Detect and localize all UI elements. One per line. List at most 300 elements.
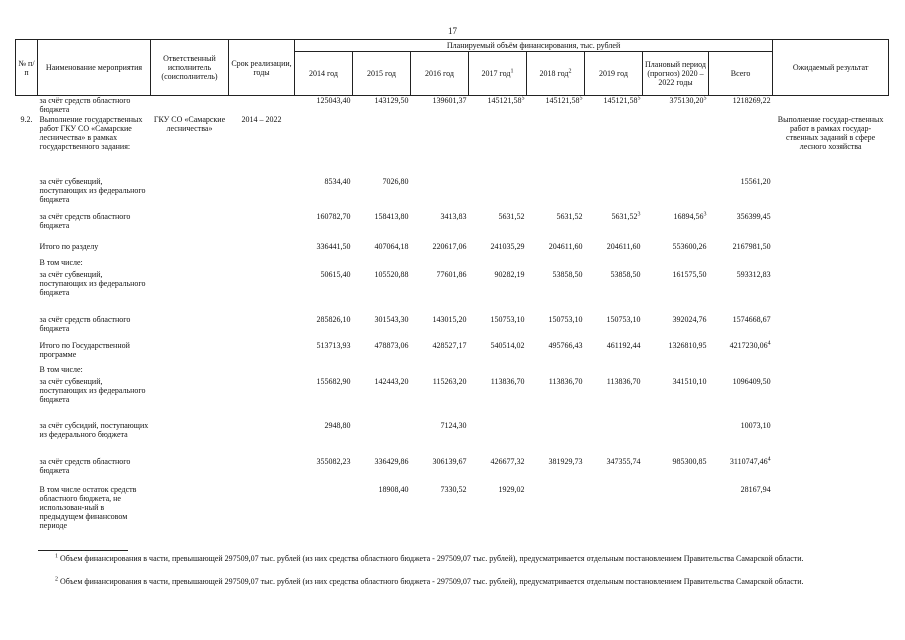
- col-period-header-label: Плановый период (прогноз) 2020 – 2022 годы: [645, 60, 706, 87]
- row-value-text: 306139,67: [432, 456, 467, 466]
- row-value: [353, 258, 411, 270]
- row-value: [411, 177, 469, 212]
- col-term-header: Срок реализации, годы: [229, 40, 295, 96]
- row-value-text: 8534,40: [324, 176, 351, 186]
- row-value: [709, 115, 773, 177]
- row-value: [585, 212, 643, 242]
- row-name-text: за счёт средств областного бюджета: [39, 314, 131, 333]
- row-value-text: 985300,85: [672, 456, 707, 466]
- row-value-text: 4217230,06: [729, 340, 768, 350]
- col-period-header: [643, 52, 709, 96]
- row-value-text: 150753,10: [548, 314, 583, 324]
- row-value-text: 125043,40: [316, 96, 351, 105]
- row-number: [16, 341, 38, 365]
- row-result: [773, 96, 889, 115]
- row-value: [527, 270, 585, 315]
- row-name-text: Итого по Государственной программе: [39, 340, 130, 359]
- row-responsible: [151, 421, 229, 457]
- row-number: [16, 177, 38, 212]
- row-value: [709, 270, 773, 315]
- row-term: [229, 177, 295, 212]
- row-value: [643, 485, 709, 540]
- row-value: [411, 115, 469, 177]
- col-result-header: Ожидаемый результат: [773, 40, 889, 96]
- row-value: [411, 457, 469, 485]
- row-responsible: [151, 457, 229, 485]
- row-value: [469, 242, 527, 258]
- row-result-text: Выполнение государ-ственных работ в рамках государ-ственных заданий в сфере лесного хозяйства: [777, 114, 884, 151]
- row-value-text: 381929,73: [548, 456, 583, 466]
- row-value-text: 160782,70: [316, 211, 351, 221]
- row-value: [353, 421, 411, 457]
- row-value: [709, 212, 773, 242]
- row-number: [16, 485, 38, 540]
- row-value-text: 5631,52: [611, 211, 638, 221]
- table-row: [16, 96, 889, 115]
- row-value: [411, 421, 469, 457]
- col-total-header-label: Всего: [730, 69, 751, 78]
- row-value-text: 50615,40: [320, 269, 351, 279]
- row-value: [709, 485, 773, 540]
- table-row: [16, 242, 889, 258]
- row-responsible: [151, 377, 229, 421]
- table-row: [16, 115, 889, 177]
- row-responsible: [151, 341, 229, 365]
- row-value: [469, 115, 527, 177]
- row-number: [16, 212, 38, 242]
- row-term: [229, 457, 295, 485]
- row-value: [469, 485, 527, 540]
- row-value-text: 150753,10: [490, 314, 525, 324]
- col-year-header-6-label: 2019 год: [599, 69, 628, 78]
- row-term: [229, 315, 295, 341]
- row-value: [643, 365, 709, 377]
- row-value-text: 1574668,67: [732, 314, 771, 324]
- row-term-text: 2014 – 2022: [241, 114, 282, 124]
- row-value-footnote-mark: 5: [637, 95, 641, 102]
- row-value: [643, 457, 709, 485]
- row-value-footnote-mark: 3: [637, 210, 641, 217]
- col-year-header-5: [527, 52, 585, 96]
- row-responsible: [151, 365, 229, 377]
- row-value-text: 155682,90: [316, 376, 351, 386]
- row-value: [353, 315, 411, 341]
- col-year-header-1-label: 2014 год: [309, 69, 338, 78]
- row-value: [643, 377, 709, 421]
- row-value: [585, 421, 643, 457]
- row-value-text: 1218269,22: [732, 96, 771, 105]
- row-value: [527, 212, 585, 242]
- row-name: [38, 270, 151, 315]
- row-name: [38, 258, 151, 270]
- row-value: [353, 212, 411, 242]
- row-value: [643, 212, 709, 242]
- row-value: [353, 96, 411, 115]
- row-term: [229, 485, 295, 540]
- row-value: [411, 365, 469, 377]
- row-value-text: 392024,76: [672, 314, 707, 324]
- row-value-text: 426677,32: [490, 456, 525, 466]
- row-value-text: 7026,80: [382, 176, 409, 186]
- row-value-text: 142443,20: [374, 376, 409, 386]
- row-value-text: 77601,86: [436, 269, 467, 279]
- row-value-text: 7124,30: [440, 420, 467, 430]
- col-year-header-2-label: 2015 год: [367, 69, 396, 78]
- row-value: [585, 485, 643, 540]
- row-value-text: 145121,58: [545, 96, 580, 105]
- row-value: [295, 365, 353, 377]
- row-value-text: 90282,19: [494, 269, 525, 279]
- row-value-text: 115263,20: [432, 376, 467, 386]
- row-value: [709, 242, 773, 258]
- table-row: [16, 270, 889, 315]
- row-value: [585, 115, 643, 177]
- row-value: [411, 270, 469, 315]
- row-value-text: 161575,50: [672, 269, 707, 279]
- row-value-text: 336429,86: [374, 456, 409, 466]
- row-value-text: 428527,17: [432, 340, 467, 350]
- row-name: [38, 115, 151, 177]
- row-value-text: 145121,58: [603, 96, 638, 105]
- row-value: [469, 421, 527, 457]
- col-total-header: [709, 52, 773, 96]
- row-value: [353, 115, 411, 177]
- row-value: [353, 270, 411, 315]
- row-value-footnote-mark: 5: [521, 95, 525, 102]
- row-value: [585, 365, 643, 377]
- table-row: [16, 315, 889, 341]
- row-value-text: 7330,52: [440, 484, 467, 494]
- row-value-text: 204611,60: [606, 241, 641, 251]
- row-value: [353, 177, 411, 212]
- row-value-text: 158413,80: [374, 211, 409, 221]
- row-value: [295, 258, 353, 270]
- row-value: [709, 421, 773, 457]
- row-value-text: 2948,80: [324, 420, 351, 430]
- row-name: [38, 315, 151, 341]
- row-value: [643, 96, 709, 115]
- row-value: [643, 242, 709, 258]
- table-row: [16, 485, 889, 540]
- table-row: [16, 365, 889, 377]
- row-value-text: 3110747,46: [729, 456, 768, 466]
- row-name-text: В том числе:: [39, 364, 83, 374]
- row-value: [295, 115, 353, 177]
- row-value-text: 1929,02: [498, 484, 525, 494]
- col-year-header-5-footnote-mark: 2: [568, 68, 572, 75]
- row-value-text: 113836,70: [548, 376, 583, 386]
- row-name: [38, 485, 151, 540]
- row-value: [295, 270, 353, 315]
- row-value-text: 145121,58: [487, 96, 522, 105]
- row-result: [773, 115, 889, 540]
- row-responsible: [151, 115, 229, 177]
- table-body: [16, 96, 889, 540]
- col-year-header-2: [353, 52, 411, 96]
- row-value-text: 10073,10: [740, 420, 771, 430]
- row-value: [353, 485, 411, 540]
- row-value-text: 461192,44: [606, 340, 641, 350]
- row-value-text: 220617,06: [432, 241, 467, 251]
- row-value: [709, 365, 773, 377]
- col-number-header: № п/п: [16, 40, 38, 96]
- row-number: [16, 365, 38, 377]
- table-header: [16, 40, 889, 96]
- col-name-header: Наименование мероприятия: [38, 40, 151, 96]
- row-value: [527, 341, 585, 365]
- row-value: [411, 96, 469, 115]
- row-responsible: [151, 212, 229, 242]
- row-value-text: 540514,02: [490, 340, 525, 350]
- row-value: [469, 457, 527, 485]
- row-value: [709, 377, 773, 421]
- row-number: [16, 96, 38, 115]
- row-number: [16, 115, 38, 177]
- row-number: [16, 377, 38, 421]
- table-row: [16, 258, 889, 270]
- col-year-header-5-label: 2018 год: [539, 69, 569, 78]
- row-value: [411, 377, 469, 421]
- row-value: [527, 242, 585, 258]
- row-value-text: 105520,88: [374, 269, 409, 279]
- row-term: [229, 377, 295, 421]
- row-term: [229, 365, 295, 377]
- row-value: [295, 242, 353, 258]
- row-name: [38, 421, 151, 457]
- row-responsible: [151, 315, 229, 341]
- row-name: [38, 96, 151, 115]
- row-value-text: 553600,26: [672, 241, 707, 251]
- row-value: [469, 341, 527, 365]
- row-value: [295, 212, 353, 242]
- row-name-text: за счёт субвенций, поступающих из федерального бюджета: [39, 176, 146, 204]
- row-responsible: [151, 242, 229, 258]
- row-name-text: за счёт субвенций, поступающих из федерального бюджета: [39, 269, 146, 297]
- row-value: [585, 457, 643, 485]
- row-value: [643, 315, 709, 341]
- row-value-text: 495766,43: [548, 340, 583, 350]
- row-value: [353, 457, 411, 485]
- row-value: [527, 96, 585, 115]
- row-value-text: 113836,70: [606, 376, 641, 386]
- row-value: [643, 115, 709, 177]
- col-year-header-3-label: 2016 год: [425, 69, 454, 78]
- row-value-text: 241035,29: [490, 241, 525, 251]
- row-term: [229, 212, 295, 242]
- row-value-text: 150753,10: [606, 314, 641, 324]
- row-value: [527, 115, 585, 177]
- row-value: [585, 270, 643, 315]
- row-value: [527, 377, 585, 421]
- row-value-text: 593312,83: [736, 269, 771, 279]
- row-value: [643, 177, 709, 212]
- footnote-1-text: Объем финансирования в части, превышающей 297509,07 тыс. рублей (из них средства областного бюджета - 297509,07 тыс. рублей), предусматривается отдельным постановлением Правительства Самарской области.: [60, 554, 804, 563]
- row-value-text: 301543,30: [374, 314, 409, 324]
- row-value-text: 143129,50: [374, 96, 409, 105]
- footnote-2: [15, 577, 888, 587]
- col-plan-header: Планируемый объём финансирования, тыс. рублей: [295, 40, 773, 52]
- row-value-text: 347355,74: [606, 456, 641, 466]
- row-value-text: 513713,93: [316, 340, 351, 350]
- row-value: [527, 485, 585, 540]
- footnote-2-mark: 2: [55, 576, 58, 583]
- row-value: [585, 177, 643, 212]
- row-value-text: 53858,50: [552, 269, 583, 279]
- row-value-text: 375130,20: [669, 96, 704, 105]
- row-number: [16, 270, 38, 315]
- footnote-divider: [38, 550, 128, 551]
- row-responsible-text: ГКУ СО «Самарские лесничества»: [153, 114, 226, 133]
- col-year-header-1: [295, 52, 353, 96]
- row-value: [411, 341, 469, 365]
- row-value: [709, 96, 773, 115]
- table-row: [16, 341, 889, 365]
- table-row: [16, 377, 889, 421]
- row-name-text: В том числе:: [39, 257, 83, 267]
- row-value-text: 478873,06: [374, 340, 409, 350]
- row-name: [38, 242, 151, 258]
- row-value-text: 53858,50: [610, 269, 641, 279]
- row-value: [527, 457, 585, 485]
- row-value-text: 5631,52: [556, 211, 583, 221]
- row-value: [585, 315, 643, 341]
- row-value: [469, 177, 527, 212]
- row-value-text: 341510,10: [672, 376, 707, 386]
- row-number: [16, 242, 38, 258]
- row-value: [469, 96, 527, 115]
- row-value: [585, 341, 643, 365]
- row-responsible: [151, 177, 229, 212]
- row-value: [469, 365, 527, 377]
- row-name: [38, 177, 151, 212]
- row-value-text: 3413,83: [440, 211, 467, 221]
- row-value-text: 407064,18: [374, 241, 409, 251]
- row-name-text: за счёт субсидий, поступающих из федерального бюджета: [39, 420, 149, 439]
- row-term: [229, 421, 295, 457]
- row-term: [229, 96, 295, 115]
- row-value-footnote-mark: 5: [703, 95, 707, 102]
- footnote-1-mark: 1: [55, 553, 58, 560]
- row-name: [38, 457, 151, 485]
- row-responsible: [151, 270, 229, 315]
- row-name: [38, 365, 151, 377]
- row-value: [527, 258, 585, 270]
- row-value: [527, 315, 585, 341]
- row-value: [295, 485, 353, 540]
- row-value-text: 355082,23: [316, 456, 351, 466]
- row-value: [643, 258, 709, 270]
- row-name-text: за счёт субвенций, поступающих из федерального бюджета: [39, 376, 146, 404]
- row-value-text: 113836,70: [490, 376, 525, 386]
- page-number: 17: [448, 26, 457, 36]
- row-value: [585, 242, 643, 258]
- row-value: [585, 258, 643, 270]
- row-value-text: 28167,94: [740, 484, 771, 494]
- table-row: [16, 421, 889, 457]
- row-value-text: 1096409,50: [732, 376, 771, 386]
- row-value: [295, 177, 353, 212]
- row-value: [709, 177, 773, 212]
- row-value: [585, 96, 643, 115]
- row-number: [16, 258, 38, 270]
- row-value: [709, 258, 773, 270]
- row-value-text: 139601,37: [432, 96, 467, 105]
- row-value-footnote-mark: 3: [703, 210, 707, 217]
- row-value: [643, 421, 709, 457]
- row-value: [469, 258, 527, 270]
- row-value-text: 356399,45: [736, 211, 771, 221]
- row-value-text: 143015,20: [432, 314, 467, 324]
- row-value-text: 204611,60: [548, 241, 583, 251]
- row-name-text: за счёт средств областного бюджета: [39, 456, 131, 475]
- row-number: [16, 421, 38, 457]
- row-value: [709, 457, 773, 485]
- row-value: [353, 341, 411, 365]
- row-value: [527, 421, 585, 457]
- col-year-header-4: [469, 52, 527, 96]
- row-value: [411, 258, 469, 270]
- row-value-footnote-mark: 5: [579, 95, 583, 102]
- row-value: [527, 177, 585, 212]
- row-number-text: 9.2.: [20, 114, 33, 124]
- row-value-text: 1326810,95: [668, 340, 707, 350]
- row-value-text: 336441,50: [316, 241, 351, 251]
- row-name-text: Выполнение государственных работ ГКУ СО «Самарские лесничества» в рамках государственного задания:: [39, 114, 143, 151]
- table-row: [16, 212, 889, 242]
- row-value: [527, 365, 585, 377]
- row-value: [295, 377, 353, 421]
- row-value: [295, 96, 353, 115]
- row-name: [38, 341, 151, 365]
- col-year-header-4-label: 2017 год: [481, 69, 511, 78]
- row-value: [295, 457, 353, 485]
- row-value-text: 15561,20: [740, 176, 771, 186]
- footnote-1: [15, 554, 888, 564]
- row-value-footnote-mark: 4: [767, 339, 771, 346]
- row-name-text: за счёт средств областного бюджета: [39, 96, 131, 114]
- row-name: [38, 212, 151, 242]
- row-value: [353, 365, 411, 377]
- financing-table: [15, 39, 889, 540]
- row-value: [295, 421, 353, 457]
- row-name-text: за счёт средств областного бюджета: [39, 211, 131, 230]
- row-value-text: 5631,52: [498, 211, 525, 221]
- row-value: [353, 377, 411, 421]
- row-term: [229, 258, 295, 270]
- row-value: [411, 315, 469, 341]
- row-value: [643, 270, 709, 315]
- row-term: [229, 341, 295, 365]
- row-value: [353, 242, 411, 258]
- row-value: [411, 212, 469, 242]
- row-name: [38, 377, 151, 421]
- row-value: [411, 485, 469, 540]
- row-value: [295, 315, 353, 341]
- row-value-text: 16894,56: [673, 211, 704, 221]
- col-responsible-header: Ответственный исполнитель (соисполнитель): [151, 40, 229, 96]
- row-term: [229, 115, 295, 177]
- col-year-header-4-footnote-mark: 1: [510, 68, 514, 75]
- row-value: [411, 242, 469, 258]
- row-term: [229, 270, 295, 315]
- row-value-text: 2167981,50: [732, 241, 771, 251]
- col-year-header-3: [411, 52, 469, 96]
- row-value: [709, 315, 773, 341]
- row-value: [469, 270, 527, 315]
- row-value-footnote-mark: 4: [767, 455, 771, 462]
- row-value: [295, 341, 353, 365]
- row-value: [469, 212, 527, 242]
